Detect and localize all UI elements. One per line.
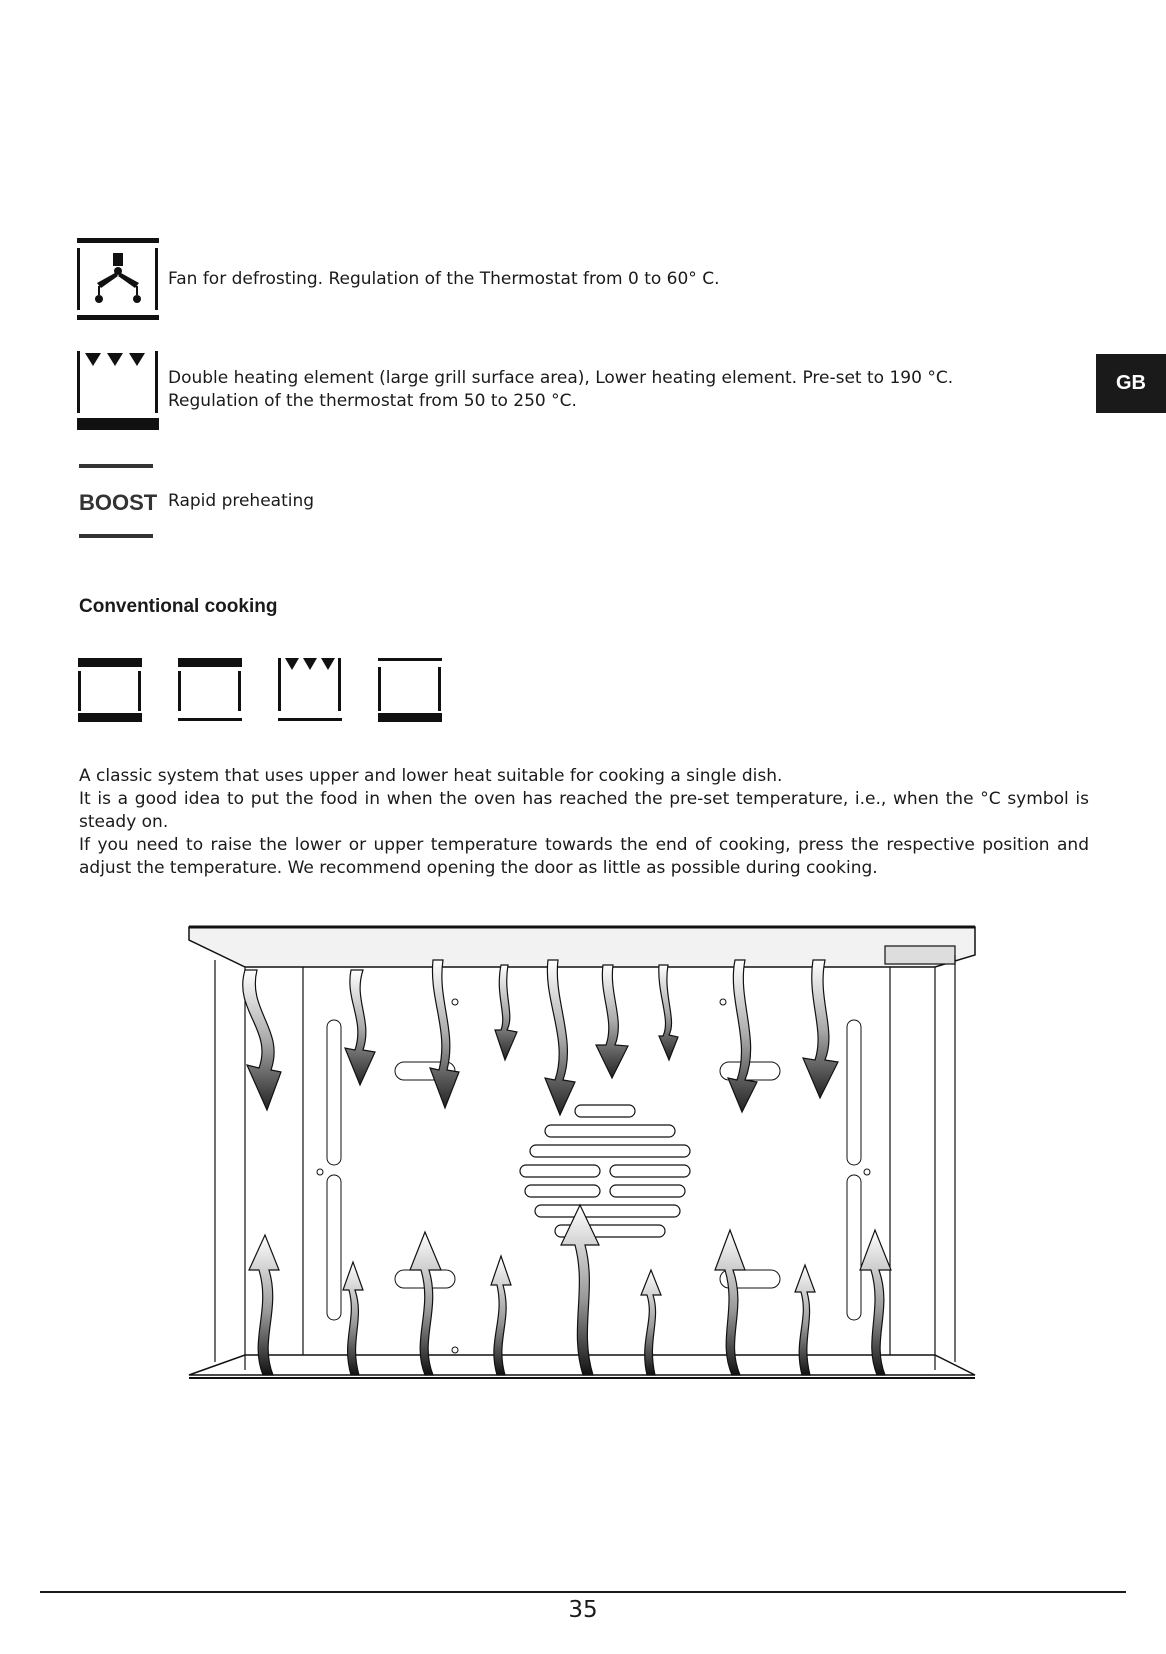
double-grill-lower-heat-icon [77, 349, 159, 431]
oven-heat-flow-diagram [185, 920, 980, 1385]
paragraph-1: A classic system that uses upper and lower heat suitable for cooking a single dish. [79, 766, 783, 786]
double-grill-description-line1: Double heating element (large grill surface area), Lower heating element. Pre-set to 190 °C. [168, 368, 954, 388]
paragraph-3: If you need to raise the lower or upper temperature towards the end of cooking, press the respective position and adjust the temperature. We recommend opening the door as little as possible during cooking. [79, 835, 1089, 878]
lower-heat-icon [377, 657, 443, 723]
section-heading: Conventional cooking [79, 596, 278, 617]
paragraph-2: It is a good idea to put the food in when the oven has reached the pre-set temperature, i.e., when the °C symbol is steady on. [79, 789, 1089, 832]
boost-icon-label: BOOST [79, 490, 158, 515]
fan-defrost-icon [77, 238, 159, 320]
footer-rule [40, 1591, 1126, 1593]
conventional-cooking-text [79, 765, 1089, 880]
upper-heat-icon [177, 657, 243, 723]
upper-lower-heat-icon [77, 657, 143, 723]
double-grill-description-line2: Regulation of the thermostat from 50 to 250 °C. [168, 391, 577, 411]
boost-icon [77, 462, 159, 542]
fan-defrost-description: Fan for defrosting. Regulation of the Thermostat from 0 to 60° C. [168, 269, 720, 289]
page-number: 35 [568, 1597, 598, 1623]
language-tab-gb: GB [1096, 354, 1166, 413]
boost-description: Rapid preheating [168, 491, 315, 511]
grill-icon [277, 657, 343, 723]
